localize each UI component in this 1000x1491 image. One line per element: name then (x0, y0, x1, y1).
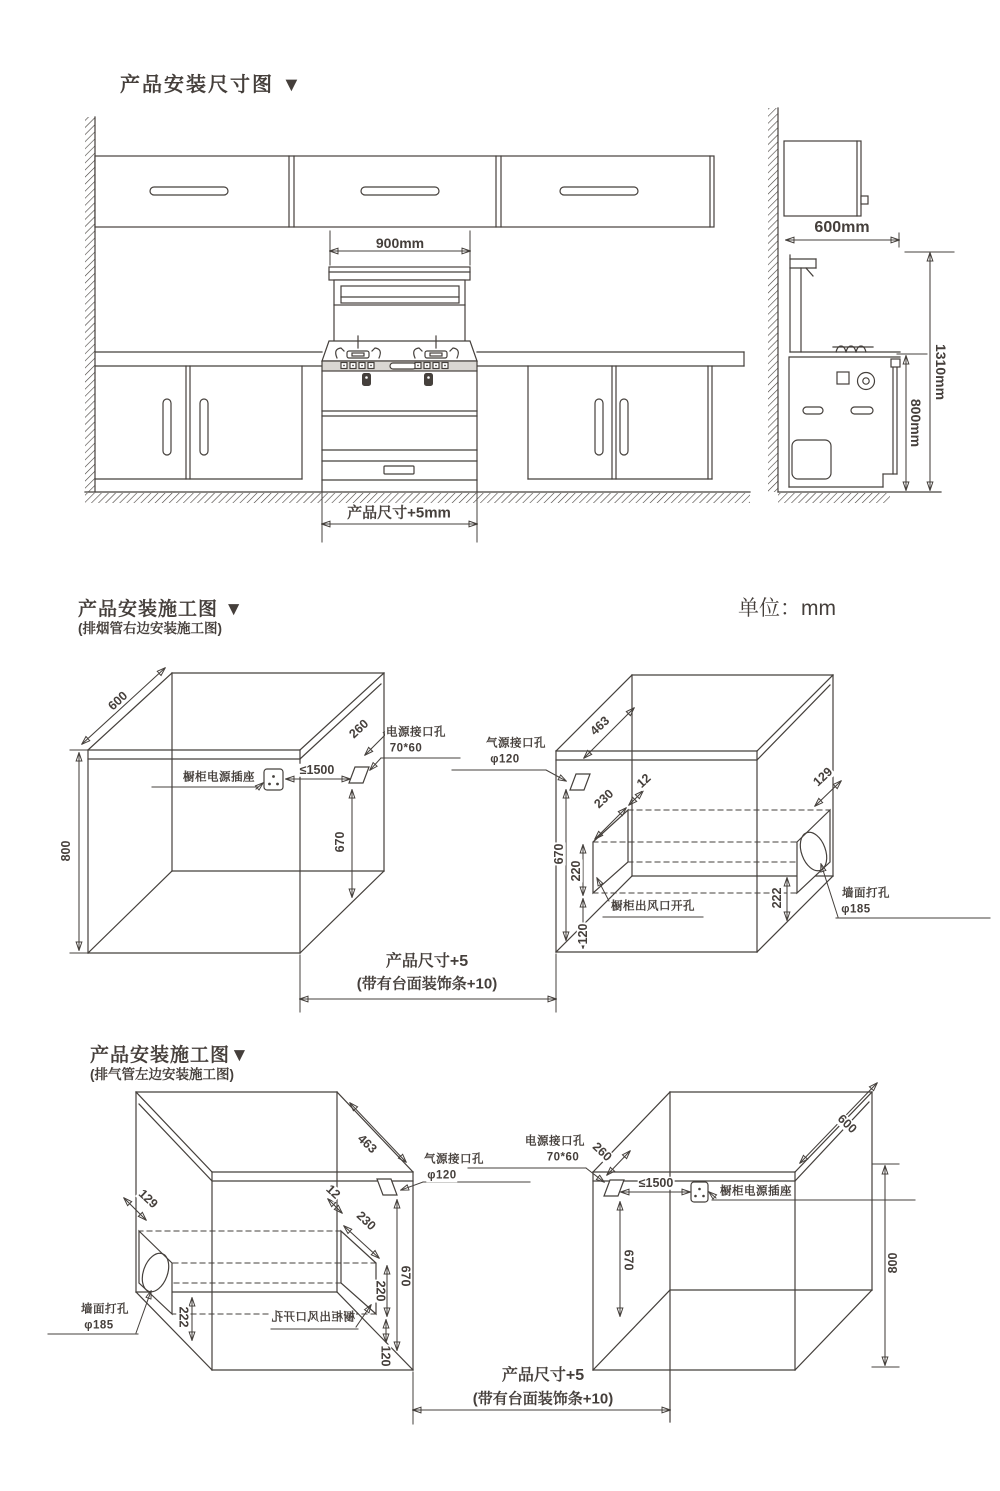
drawer-handle (384, 466, 414, 474)
dim-depth-600: 600 (834, 1111, 860, 1137)
vent-opening-label: 橱柜出风口开孔 (611, 900, 695, 913)
dim-cabinet-depth: 600mm (814, 219, 870, 236)
gas-hole-size: φ120 (427, 1169, 457, 1182)
dim-product-width-note: (带有台面装饰条+10) (356, 975, 498, 993)
power-hole-label: 电源接口孔 (525, 1135, 585, 1148)
knob-icon (858, 373, 875, 390)
section-title-flue-right: 产品安装施工图 ▼ (78, 599, 245, 620)
socket-label: 橱柜电源插座 (720, 1185, 792, 1198)
section-subtitle-flue-right: (排烟管右边安装施工图) (78, 621, 222, 636)
dim-vent-gap: 12 (633, 770, 654, 791)
dim-vent-gap: 12 (323, 1181, 344, 1202)
wall-hole-size: φ185 (84, 1319, 114, 1332)
wall-hole-square (797, 810, 830, 893)
dim-counter-height: 800mm (908, 398, 924, 448)
dim-gas-depth: 463 (587, 713, 613, 739)
dim-depth-600: 600 (105, 688, 131, 714)
dim-wall-bottom: 222 (769, 887, 784, 909)
cabinet-handle (200, 399, 208, 455)
power-hole (604, 1180, 624, 1196)
cabinet-handle (595, 399, 603, 455)
vent-opening-label-mirrored: 橱柜出风口开孔 (271, 1311, 355, 1324)
section-title-dimensions: 产品安装尺寸图 ▼ (120, 74, 304, 96)
flue-left-vent-cabinet-drawing (48, 1092, 530, 1424)
dim-vent-bottom: 120 (378, 1345, 393, 1367)
dim-wall-offset: 129 (135, 1186, 161, 1212)
power-socket-icon (264, 769, 283, 790)
dim-vent-opening-height: 220 (373, 1280, 388, 1302)
knob-icon (362, 373, 433, 386)
gas-hole (570, 774, 590, 790)
flue-left-power-cabinet-drawing (413, 1083, 915, 1422)
power-socket-icon (691, 1182, 708, 1202)
dim-product-width-3: 产品尺寸+5 (501, 1367, 585, 1384)
dim-vent-width: 230 (353, 1208, 379, 1234)
cabinet-handle (361, 187, 439, 195)
dim-total-height: 1310mm (933, 343, 949, 401)
dim-product-width-2: 产品尺寸+5 (385, 953, 469, 970)
dim-power-height: 670 (332, 831, 347, 853)
cabinet-handle (861, 196, 868, 204)
dim-socket-distance: ≤1500 (299, 762, 335, 777)
gas-hole-size: φ120 (490, 753, 520, 766)
dim-vent-width: 230 (591, 786, 617, 812)
dim-product-width: 产品尺寸+5mm (347, 504, 451, 522)
dim-power-offset: 260 (589, 1139, 615, 1165)
dim-wall-bottom: 222 (176, 1306, 191, 1328)
dim-product-width-note: (带有台面装饰条+10) (472, 1390, 614, 1408)
dim-power-height: 670 (621, 1249, 636, 1271)
wall-hole-label: 墙面打孔 (842, 887, 890, 900)
dim-wall-offset: 129 (810, 764, 836, 790)
power-hole-label: 电源接口孔 (386, 726, 446, 739)
cabinet-handle (163, 399, 171, 455)
socket-label: 橱柜电源插座 (183, 771, 255, 784)
wall-hole-size: φ185 (841, 903, 871, 916)
burner-profile-icon (833, 346, 873, 352)
section-title-flue-left: 产品安装施工图▼ (90, 1045, 250, 1066)
dim-power-offset: 260 (346, 716, 372, 742)
power-hole-size: 70*60 (546, 1151, 580, 1164)
power-hole (349, 767, 369, 783)
power-hole-size: 70*60 (389, 742, 423, 755)
cabinet-handle (560, 187, 638, 195)
front-elevation-drawing (85, 117, 750, 542)
section-subtitle-flue-left: (排气管左边安装施工图) (90, 1067, 234, 1082)
dim-height-800: 800 (885, 1252, 900, 1274)
dim-gas-depth: 463 (354, 1131, 380, 1157)
cabinet-handle (620, 399, 628, 455)
wall-hole-square (139, 1231, 172, 1314)
unit-note: 单位：mm (738, 597, 836, 620)
dim-socket-distance: ≤1500 (638, 1175, 674, 1190)
dim-height-800: 800 (58, 840, 73, 862)
gas-hole-label: 气源接口孔 (486, 737, 546, 750)
dim-vent-bottom: 120 (575, 923, 590, 945)
cabinet-handle (150, 187, 228, 195)
side-elevation-drawing (768, 108, 954, 503)
dim-vent-height: 670 (398, 1265, 413, 1287)
dim-vent-height: 670 (551, 843, 566, 865)
wall-hole-label: 墙面打孔 (81, 1303, 129, 1316)
dim-vent-opening-height: 220 (568, 860, 583, 882)
dim-hood-width: 900mm (375, 235, 425, 251)
gas-hole-label: 气源接口孔 (424, 1153, 484, 1166)
